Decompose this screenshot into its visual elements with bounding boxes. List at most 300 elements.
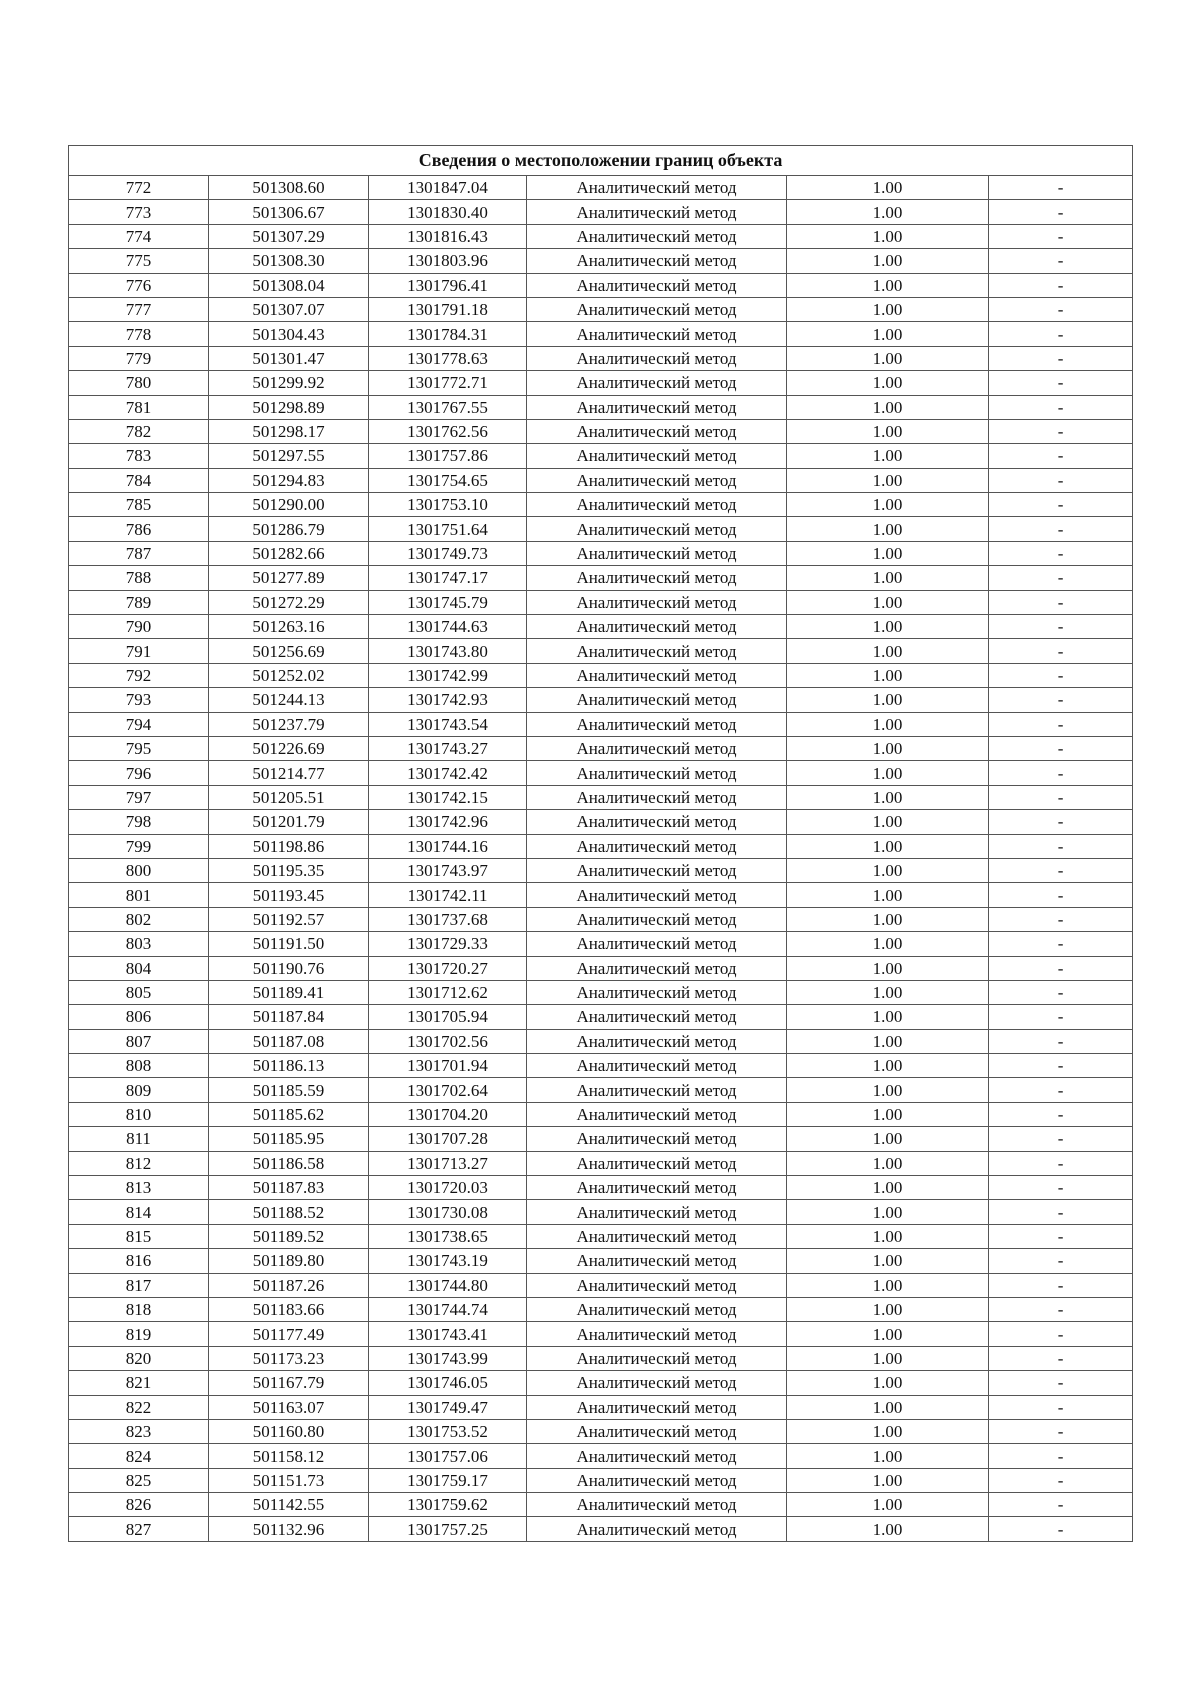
description-cell: - — [989, 346, 1133, 370]
description-cell: - — [989, 1371, 1133, 1395]
x-coordinate-cell: 501214.77 — [209, 761, 369, 785]
point-number-cell: 810 — [69, 1102, 209, 1126]
point-number-cell: 814 — [69, 1200, 209, 1224]
x-coordinate-cell: 501167.79 — [209, 1371, 369, 1395]
x-coordinate-cell: 501191.50 — [209, 932, 369, 956]
description-cell: - — [989, 1127, 1133, 1151]
accuracy-cell: 1.00 — [787, 371, 989, 395]
description-cell: - — [989, 1297, 1133, 1321]
point-number-cell: 786 — [69, 517, 209, 541]
description-cell: - — [989, 590, 1133, 614]
method-cell: Аналитический метод — [527, 1371, 787, 1395]
method-cell: Аналитический метод — [527, 273, 787, 297]
table-row — [69, 541, 1133, 565]
y-coordinate-cell: 1301847.04 — [369, 176, 527, 200]
description-cell: - — [989, 785, 1133, 809]
x-coordinate-cell: 501177.49 — [209, 1322, 369, 1346]
table-row — [69, 761, 1133, 785]
table-row — [69, 444, 1133, 468]
method-cell: Аналитический метод — [527, 346, 787, 370]
method-cell: Аналитический метод — [527, 444, 787, 468]
accuracy-cell: 1.00 — [787, 1297, 989, 1321]
y-coordinate-cell: 1301767.55 — [369, 395, 527, 419]
x-coordinate-cell: 501307.07 — [209, 297, 369, 321]
table-row — [69, 663, 1133, 687]
x-coordinate-cell: 501198.86 — [209, 834, 369, 858]
point-number-cell: 796 — [69, 761, 209, 785]
point-number-cell: 792 — [69, 663, 209, 687]
table-row — [69, 1005, 1133, 1029]
x-coordinate-cell: 501163.07 — [209, 1395, 369, 1419]
description-cell: - — [989, 517, 1133, 541]
description-cell: - — [989, 1078, 1133, 1102]
description-cell: - — [989, 566, 1133, 590]
x-coordinate-cell: 501183.66 — [209, 1297, 369, 1321]
y-coordinate-cell: 1301743.54 — [369, 712, 527, 736]
point-number-cell: 812 — [69, 1151, 209, 1175]
x-coordinate-cell: 501299.92 — [209, 371, 369, 395]
point-number-cell: 815 — [69, 1224, 209, 1248]
table-title-row — [69, 146, 1133, 176]
method-cell: Аналитический метод — [527, 907, 787, 931]
accuracy-cell: 1.00 — [787, 1151, 989, 1175]
accuracy-cell: 1.00 — [787, 468, 989, 492]
accuracy-cell: 1.00 — [787, 615, 989, 639]
description-cell: - — [989, 956, 1133, 980]
method-cell: Аналитический метод — [527, 176, 787, 200]
method-cell: Аналитический метод — [527, 1346, 787, 1370]
description-cell: - — [989, 1468, 1133, 1492]
table-row — [69, 907, 1133, 931]
x-coordinate-cell: 501186.58 — [209, 1151, 369, 1175]
accuracy-cell: 1.00 — [787, 810, 989, 834]
table-row — [69, 785, 1133, 809]
description-cell: - — [989, 468, 1133, 492]
x-coordinate-cell: 501160.80 — [209, 1419, 369, 1443]
y-coordinate-cell: 1301757.25 — [369, 1517, 527, 1541]
accuracy-cell: 1.00 — [787, 444, 989, 468]
description-cell: - — [989, 1395, 1133, 1419]
table-row — [69, 688, 1133, 712]
method-cell: Аналитический метод — [527, 1200, 787, 1224]
method-cell: Аналитический метод — [527, 1224, 787, 1248]
point-number-cell: 804 — [69, 956, 209, 980]
accuracy-cell: 1.00 — [787, 761, 989, 785]
method-cell: Аналитический метод — [527, 1444, 787, 1468]
method-cell: Аналитический метод — [527, 493, 787, 517]
accuracy-cell: 1.00 — [787, 907, 989, 931]
y-coordinate-cell: 1301742.42 — [369, 761, 527, 785]
table-row — [69, 493, 1133, 517]
x-coordinate-cell: 501308.60 — [209, 176, 369, 200]
description-cell: - — [989, 1419, 1133, 1443]
y-coordinate-cell: 1301772.71 — [369, 371, 527, 395]
description-cell: - — [989, 322, 1133, 346]
x-coordinate-cell: 501282.66 — [209, 541, 369, 565]
accuracy-cell: 1.00 — [787, 493, 989, 517]
x-coordinate-cell: 501307.29 — [209, 224, 369, 248]
method-cell: Аналитический метод — [527, 1273, 787, 1297]
table-row — [69, 1419, 1133, 1443]
description-cell: - — [989, 1444, 1133, 1468]
point-number-cell: 800 — [69, 858, 209, 882]
y-coordinate-cell: 1301745.79 — [369, 590, 527, 614]
y-coordinate-cell: 1301816.43 — [369, 224, 527, 248]
x-coordinate-cell: 501142.55 — [209, 1493, 369, 1517]
point-number-cell: 824 — [69, 1444, 209, 1468]
method-cell: Аналитический метод — [527, 322, 787, 346]
method-cell: Аналитический метод — [527, 1517, 787, 1541]
y-coordinate-cell: 1301744.63 — [369, 615, 527, 639]
y-coordinate-cell: 1301778.63 — [369, 346, 527, 370]
y-coordinate-cell: 1301701.94 — [369, 1054, 527, 1078]
x-coordinate-cell: 501151.73 — [209, 1468, 369, 1492]
method-cell: Аналитический метод — [527, 1493, 787, 1517]
method-cell: Аналитический метод — [527, 297, 787, 321]
accuracy-cell: 1.00 — [787, 712, 989, 736]
y-coordinate-cell: 1301753.52 — [369, 1419, 527, 1443]
x-coordinate-cell: 501189.52 — [209, 1224, 369, 1248]
table-row — [69, 297, 1133, 321]
x-coordinate-cell: 501186.13 — [209, 1054, 369, 1078]
y-coordinate-cell: 1301744.16 — [369, 834, 527, 858]
x-coordinate-cell: 501304.43 — [209, 322, 369, 346]
x-coordinate-cell: 501185.62 — [209, 1102, 369, 1126]
y-coordinate-cell: 1301737.68 — [369, 907, 527, 931]
method-cell: Аналитический метод — [527, 615, 787, 639]
accuracy-cell: 1.00 — [787, 688, 989, 712]
x-coordinate-cell: 501286.79 — [209, 517, 369, 541]
x-coordinate-cell: 501290.00 — [209, 493, 369, 517]
method-cell: Аналитический метод — [527, 517, 787, 541]
point-number-cell: 801 — [69, 883, 209, 907]
point-number-cell: 807 — [69, 1029, 209, 1053]
accuracy-cell: 1.00 — [787, 1371, 989, 1395]
accuracy-cell: 1.00 — [787, 956, 989, 980]
x-coordinate-cell: 501237.79 — [209, 712, 369, 736]
y-coordinate-cell: 1301743.41 — [369, 1322, 527, 1346]
x-coordinate-cell: 501298.89 — [209, 395, 369, 419]
y-coordinate-cell: 1301702.56 — [369, 1029, 527, 1053]
description-cell: - — [989, 1517, 1133, 1541]
table-row — [69, 1200, 1133, 1224]
table-row — [69, 1078, 1133, 1102]
description-cell: - — [989, 761, 1133, 785]
accuracy-cell: 1.00 — [787, 322, 989, 346]
method-cell: Аналитический метод — [527, 1054, 787, 1078]
y-coordinate-cell: 1301742.93 — [369, 688, 527, 712]
x-coordinate-cell: 501306.67 — [209, 200, 369, 224]
method-cell: Аналитический метод — [527, 663, 787, 687]
x-coordinate-cell: 501272.29 — [209, 590, 369, 614]
accuracy-cell: 1.00 — [787, 1176, 989, 1200]
point-number-cell: 821 — [69, 1371, 209, 1395]
method-cell: Аналитический метод — [527, 1468, 787, 1492]
table-row — [69, 371, 1133, 395]
table-row — [69, 736, 1133, 760]
description-cell: - — [989, 297, 1133, 321]
description-cell: - — [989, 810, 1133, 834]
point-number-cell: 818 — [69, 1297, 209, 1321]
table-row — [69, 1346, 1133, 1370]
description-cell: - — [989, 200, 1133, 224]
method-cell: Аналитический метод — [527, 956, 787, 980]
description-cell: - — [989, 419, 1133, 443]
y-coordinate-cell: 1301712.62 — [369, 980, 527, 1004]
point-number-cell: 778 — [69, 322, 209, 346]
point-number-cell: 819 — [69, 1322, 209, 1346]
description-cell: - — [989, 1054, 1133, 1078]
x-coordinate-cell: 501294.83 — [209, 468, 369, 492]
x-coordinate-cell: 501173.23 — [209, 1346, 369, 1370]
y-coordinate-cell: 1301742.15 — [369, 785, 527, 809]
x-coordinate-cell: 501187.26 — [209, 1273, 369, 1297]
accuracy-cell: 1.00 — [787, 1078, 989, 1102]
table-row — [69, 1249, 1133, 1273]
description-cell: - — [989, 1273, 1133, 1297]
table-row — [69, 712, 1133, 736]
accuracy-cell: 1.00 — [787, 663, 989, 687]
accuracy-cell: 1.00 — [787, 1005, 989, 1029]
description-cell: - — [989, 444, 1133, 468]
accuracy-cell: 1.00 — [787, 834, 989, 858]
description-cell: - — [989, 1249, 1133, 1273]
y-coordinate-cell: 1301746.05 — [369, 1371, 527, 1395]
y-coordinate-cell: 1301749.47 — [369, 1395, 527, 1419]
y-coordinate-cell: 1301720.27 — [369, 956, 527, 980]
method-cell: Аналитический метод — [527, 858, 787, 882]
point-number-cell: 817 — [69, 1273, 209, 1297]
accuracy-cell: 1.00 — [787, 566, 989, 590]
accuracy-cell: 1.00 — [787, 785, 989, 809]
point-number-cell: 791 — [69, 639, 209, 663]
y-coordinate-cell: 1301747.17 — [369, 566, 527, 590]
accuracy-cell: 1.00 — [787, 1322, 989, 1346]
description-cell: - — [989, 688, 1133, 712]
method-cell: Аналитический метод — [527, 761, 787, 785]
description-cell: - — [989, 980, 1133, 1004]
x-coordinate-cell: 501297.55 — [209, 444, 369, 468]
method-cell: Аналитический метод — [527, 1005, 787, 1029]
description-cell: - — [989, 541, 1133, 565]
accuracy-cell: 1.00 — [787, 639, 989, 663]
x-coordinate-cell: 501193.45 — [209, 883, 369, 907]
method-cell: Аналитический метод — [527, 1419, 787, 1443]
point-number-cell: 789 — [69, 590, 209, 614]
table-row — [69, 468, 1133, 492]
y-coordinate-cell: 1301744.74 — [369, 1297, 527, 1321]
table-row — [69, 1176, 1133, 1200]
table-row — [69, 932, 1133, 956]
description-cell: - — [989, 1005, 1133, 1029]
point-number-cell: 793 — [69, 688, 209, 712]
y-coordinate-cell: 1301743.80 — [369, 639, 527, 663]
description-cell: - — [989, 1346, 1133, 1370]
y-coordinate-cell: 1301749.73 — [369, 541, 527, 565]
accuracy-cell: 1.00 — [787, 176, 989, 200]
y-coordinate-cell: 1301743.97 — [369, 858, 527, 882]
point-number-cell: 795 — [69, 736, 209, 760]
table-row — [69, 1493, 1133, 1517]
point-number-cell: 794 — [69, 712, 209, 736]
method-cell: Аналитический метод — [527, 419, 787, 443]
x-coordinate-cell: 501298.17 — [209, 419, 369, 443]
accuracy-cell: 1.00 — [787, 1102, 989, 1126]
accuracy-cell: 1.00 — [787, 1517, 989, 1541]
table-row — [69, 200, 1133, 224]
y-coordinate-cell: 1301742.96 — [369, 810, 527, 834]
accuracy-cell: 1.00 — [787, 297, 989, 321]
x-coordinate-cell: 501187.08 — [209, 1029, 369, 1053]
boundary-coordinates-table — [68, 145, 1133, 1542]
description-cell: - — [989, 1200, 1133, 1224]
accuracy-cell: 1.00 — [787, 1127, 989, 1151]
y-coordinate-cell: 1301784.31 — [369, 322, 527, 346]
table-row — [69, 322, 1133, 346]
accuracy-cell: 1.00 — [787, 346, 989, 370]
description-cell: - — [989, 932, 1133, 956]
point-number-cell: 798 — [69, 810, 209, 834]
table-row — [69, 1395, 1133, 1419]
table-row — [69, 858, 1133, 882]
accuracy-cell: 1.00 — [787, 1200, 989, 1224]
table-row — [69, 1444, 1133, 1468]
y-coordinate-cell: 1301754.65 — [369, 468, 527, 492]
table-row — [69, 980, 1133, 1004]
method-cell: Аналитический метод — [527, 980, 787, 1004]
x-coordinate-cell: 501188.52 — [209, 1200, 369, 1224]
table-row — [69, 1224, 1133, 1248]
accuracy-cell: 1.00 — [787, 1273, 989, 1297]
method-cell: Аналитический метод — [527, 590, 787, 614]
method-cell: Аналитический метод — [527, 1176, 787, 1200]
table-row — [69, 1297, 1133, 1321]
y-coordinate-cell: 1301743.27 — [369, 736, 527, 760]
accuracy-cell: 1.00 — [787, 1468, 989, 1492]
x-coordinate-cell: 501244.13 — [209, 688, 369, 712]
x-coordinate-cell: 501308.04 — [209, 273, 369, 297]
method-cell: Аналитический метод — [527, 785, 787, 809]
y-coordinate-cell: 1301742.99 — [369, 663, 527, 687]
point-number-cell: 805 — [69, 980, 209, 1004]
table-row — [69, 883, 1133, 907]
table-row — [69, 419, 1133, 443]
table-title: Сведения о местоположении границ объекта — [69, 146, 1133, 176]
method-cell: Аналитический метод — [527, 224, 787, 248]
table-row — [69, 1468, 1133, 1492]
description-cell: - — [989, 883, 1133, 907]
accuracy-cell: 1.00 — [787, 1346, 989, 1370]
table-row — [69, 1322, 1133, 1346]
table-row — [69, 346, 1133, 370]
description-cell: - — [989, 615, 1133, 639]
method-cell: Аналитический метод — [527, 249, 787, 273]
point-number-cell: 820 — [69, 1346, 209, 1370]
y-coordinate-cell: 1301743.19 — [369, 1249, 527, 1273]
point-number-cell: 788 — [69, 566, 209, 590]
x-coordinate-cell: 501158.12 — [209, 1444, 369, 1468]
point-number-cell: 813 — [69, 1176, 209, 1200]
accuracy-cell: 1.00 — [787, 858, 989, 882]
description-cell: - — [989, 1151, 1133, 1175]
description-cell: - — [989, 712, 1133, 736]
description-cell: - — [989, 639, 1133, 663]
method-cell: Аналитический метод — [527, 1249, 787, 1273]
x-coordinate-cell: 501189.80 — [209, 1249, 369, 1273]
table-row — [69, 1029, 1133, 1053]
y-coordinate-cell: 1301704.20 — [369, 1102, 527, 1126]
method-cell: Аналитический метод — [527, 1127, 787, 1151]
y-coordinate-cell: 1301759.62 — [369, 1493, 527, 1517]
x-coordinate-cell: 501187.84 — [209, 1005, 369, 1029]
y-coordinate-cell: 1301702.64 — [369, 1078, 527, 1102]
method-cell: Аналитический метод — [527, 1151, 787, 1175]
y-coordinate-cell: 1301713.27 — [369, 1151, 527, 1175]
y-coordinate-cell: 1301762.56 — [369, 419, 527, 443]
accuracy-cell: 1.00 — [787, 1419, 989, 1443]
table-row — [69, 224, 1133, 248]
y-coordinate-cell: 1301757.06 — [369, 1444, 527, 1468]
method-cell: Аналитический метод — [527, 200, 787, 224]
description-cell: - — [989, 493, 1133, 517]
table-row — [69, 590, 1133, 614]
point-number-cell: 779 — [69, 346, 209, 370]
accuracy-cell: 1.00 — [787, 419, 989, 443]
table-row — [69, 176, 1133, 200]
description-cell: - — [989, 1029, 1133, 1053]
table-row — [69, 1054, 1133, 1078]
y-coordinate-cell: 1301791.18 — [369, 297, 527, 321]
accuracy-cell: 1.00 — [787, 590, 989, 614]
method-cell: Аналитический метод — [527, 883, 787, 907]
method-cell: Аналитический метод — [527, 1102, 787, 1126]
point-number-cell: 797 — [69, 785, 209, 809]
x-coordinate-cell: 501252.02 — [209, 663, 369, 687]
point-number-cell: 806 — [69, 1005, 209, 1029]
y-coordinate-cell: 1301742.11 — [369, 883, 527, 907]
accuracy-cell: 1.00 — [787, 249, 989, 273]
accuracy-cell: 1.00 — [787, 1054, 989, 1078]
point-number-cell: 782 — [69, 419, 209, 443]
method-cell: Аналитический метод — [527, 1395, 787, 1419]
point-number-cell: 772 — [69, 176, 209, 200]
x-coordinate-cell: 501185.95 — [209, 1127, 369, 1151]
method-cell: Аналитический метод — [527, 1297, 787, 1321]
description-cell: - — [989, 1493, 1133, 1517]
point-number-cell: 785 — [69, 493, 209, 517]
point-number-cell: 808 — [69, 1054, 209, 1078]
description-cell: - — [989, 1176, 1133, 1200]
table-row — [69, 615, 1133, 639]
point-number-cell: 809 — [69, 1078, 209, 1102]
description-cell: - — [989, 249, 1133, 273]
method-cell: Аналитический метод — [527, 834, 787, 858]
method-cell: Аналитический метод — [527, 371, 787, 395]
accuracy-cell: 1.00 — [787, 932, 989, 956]
point-number-cell: 799 — [69, 834, 209, 858]
x-coordinate-cell: 501189.41 — [209, 980, 369, 1004]
table-row — [69, 395, 1133, 419]
table-row — [69, 956, 1133, 980]
table-row — [69, 810, 1133, 834]
accuracy-cell: 1.00 — [787, 1029, 989, 1053]
accuracy-cell: 1.00 — [787, 224, 989, 248]
table-row — [69, 1371, 1133, 1395]
method-cell: Аналитический метод — [527, 395, 787, 419]
table-row — [69, 1273, 1133, 1297]
method-cell: Аналитический метод — [527, 468, 787, 492]
method-cell: Аналитический метод — [527, 1322, 787, 1346]
